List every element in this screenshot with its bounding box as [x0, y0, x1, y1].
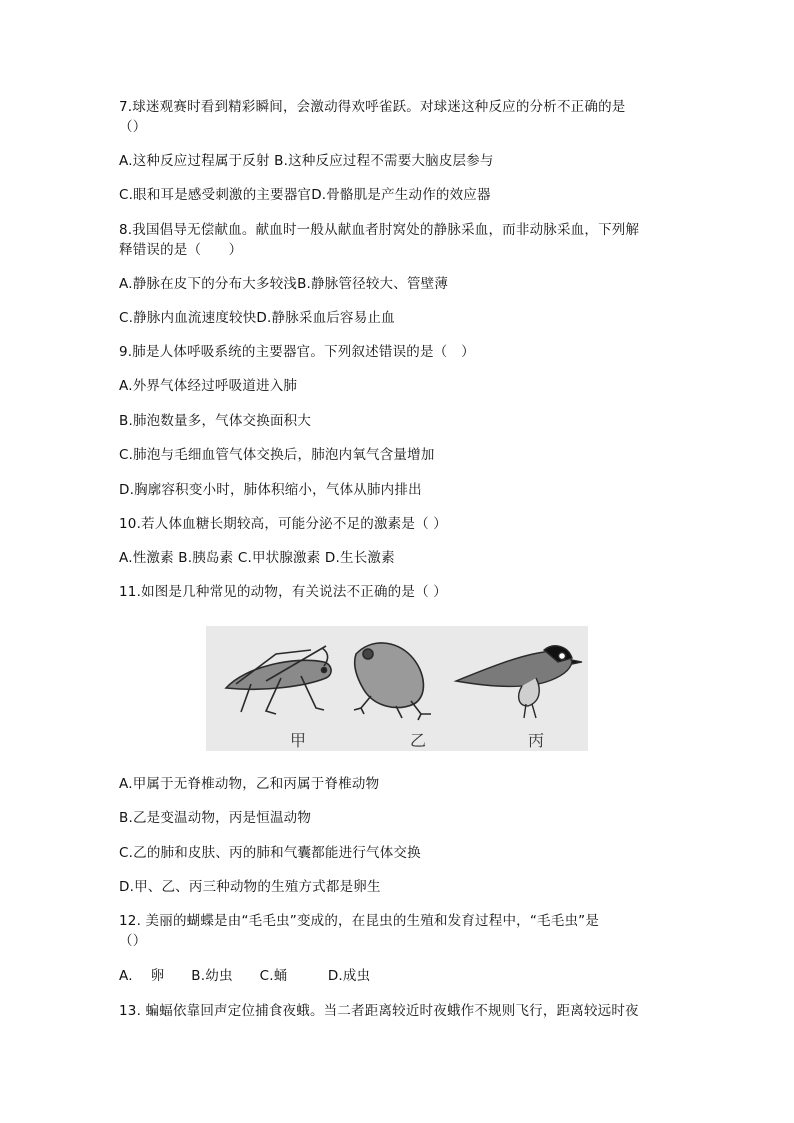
- frog-illustration: [354, 643, 431, 720]
- q12-options: A. 卵 B.幼虫 C.蛹 D.成虫: [119, 968, 371, 984]
- q11-option-b: B.乙是变温动物，丙是恒温动物: [119, 810, 312, 826]
- q7-options-ab: A.这种反应过程属于反射 B.这种反应过程不需要大脑皮层参与: [119, 153, 494, 169]
- q7-stem-line2: （）: [119, 119, 147, 135]
- q8-options-cd: C.静脉内血流速度较快D.静脉采血后容易止血: [119, 310, 395, 326]
- q11-option-d: D.甲、乙、丙三种动物的生殖方式都是卵生: [119, 879, 381, 895]
- q9-option-c: C.肺泡与毛细血管气体交换后，肺泡内氧气含量增加: [119, 447, 435, 463]
- bird-illustration: [456, 646, 582, 718]
- q12-stem-line1: 12. 美丽的蝴蝶是由“毛毛虫”变成的，在昆虫的生殖和发育过程中，“毛毛虫”是: [119, 913, 600, 929]
- q9-option-d: D.胸廓容积变小时，肺体积缩小，气体从肺内排出: [119, 482, 422, 498]
- q11-stem: 11.如图是几种常见的动物，有关说法不正确的是（ ）: [119, 584, 447, 600]
- q8-stem-line2: 释错误的是（ ）: [119, 242, 243, 258]
- q10-stem: 10.若人体血糖长期较高，可能分泌不足的激素是（ ）: [119, 516, 447, 532]
- q9-option-b: B.肺泡数量多，气体交换面积大: [119, 413, 312, 429]
- label-yi: 乙: [410, 731, 427, 750]
- q13-stem-line1: 13. 蝙蝠依靠回声定位捕食夜蛾。当二者距离较近时夜蛾作不规则飞行，距离较远时夜: [119, 1003, 639, 1019]
- q11-option-a: A.甲属于无脊椎动物，乙和丙属于脊椎动物: [119, 776, 380, 792]
- q9-option-a: A.外界气体经过呼吸道进入肺: [119, 378, 298, 394]
- label-jia: 甲: [290, 731, 307, 750]
- animals-figure: [206, 626, 588, 751]
- label-bing: 丙: [528, 731, 545, 750]
- grasshopper-illustration: [226, 646, 331, 714]
- q10-options: A.性激素 B.胰岛素 C.甲状腺激素 D.生长激素: [119, 550, 395, 566]
- q12-stem-line2: （）: [119, 933, 147, 949]
- q11-option-c: C.乙的肺和皮肤、丙的肺和气囊都能进行气体交换: [119, 845, 421, 861]
- q7-options-cd: C.眼和耳是感受刺激的主要器官D.骨骼肌是产生动作的效应器: [119, 187, 491, 203]
- q9-stem: 9.肺是人体呼吸系统的主要器官。下列叙述错误的是（ ）: [119, 344, 475, 360]
- q8-options-ab: A.静脉在皮下的分布大多较浅B.静脉管径较大、管壁薄: [119, 276, 449, 292]
- q8-stem-line1: 8.我国倡导无偿献血。献血时一般从献血者肘窝处的静脉采血，而非动脉采血，下列解: [119, 222, 640, 238]
- q7-stem-line1: 7.球迷观赛时看到精彩瞬间，会激动得欢呼雀跃。对球迷这种反应的分析不正确的是: [119, 99, 626, 115]
